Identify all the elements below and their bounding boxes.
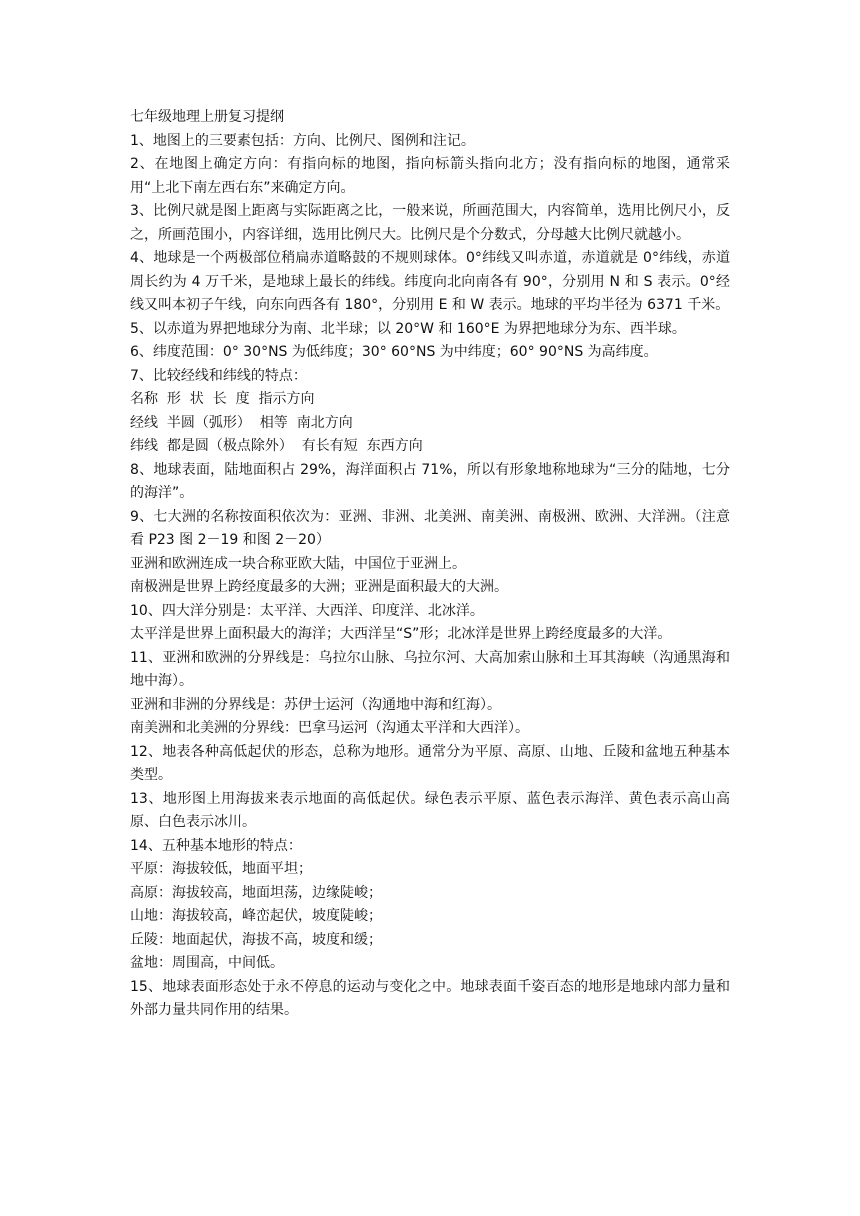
- item-1: 1、地图上的三要素包括：方向、比例尺、图例和注记。: [130, 132, 475, 149]
- comparison-row-meridian: 经线 半圆（弧形） 相等 南北方向: [130, 414, 353, 431]
- item-9-note-a: 亚洲和欧洲连成一块合称亚欧大陆，中国位于亚洲上。: [130, 555, 466, 572]
- landform-basin: 盆地：周围高，中间低。: [130, 955, 284, 971]
- item-3: 3、比例尺就是图上距离与实际距离之比，一般来说，所画范围大，内容简单，选用比例尺小，反之，所画范围小，内容详细，选用比例尺大。比例尺是个分数式，分母越大比例尺就越小。: [130, 203, 730, 243]
- item-9-note-b: 南极洲是世界上跨经度最多的大洲；亚洲是面积最大的大洲。: [130, 579, 508, 595]
- item-10: 10、四大洋分别是：太平洋、大西洋、印度洋、北冰洋。: [130, 602, 484, 619]
- item-14: 14、五种基本地形的特点：: [130, 837, 302, 854]
- landform-plateau: 高原：海拔较高，地面坦荡，边缘陡峻；: [130, 884, 382, 901]
- item-11-note-a: 亚洲和非洲的分界线是：苏伊士运河（沟通地中海和红海）。: [130, 696, 501, 713]
- item-13: 13、地形图上用海拔来表示地面的高低起伏。绿色表示平原、蓝色表示海洋、黄色表示高山高原、白色表示冰川。: [130, 790, 730, 830]
- item-9: 9、七大洲的名称按面积依次为：亚洲、非洲、北美洲、南美洲、南极洲、欧洲、大洋洲。（注意看 P23 图 2－19 和图 2－20）: [130, 508, 730, 548]
- item-8: 8、地球表面，陆地面积占 29%，海洋面积占 71%，所以有形象地称地球为“三分的陆地，七分的海洋”。: [130, 461, 730, 501]
- comparison-row-parallel: 纬线 都是圆（极点除外） 有长有短 东西方向: [130, 438, 423, 454]
- item-5: 5、以赤道为界把地球分为南、北半球；以 20°W 和 160°E 为界把地球分为东、西半球。: [130, 320, 686, 337]
- item-2: 2、在地图上确定方向：有指向标的地图，指向标箭头指向北方；没有指向标的地图，通常采用“上北下南左西右东”来确定方向。: [130, 156, 730, 196]
- document-title: 七年级地理上册复习提纲: [130, 109, 284, 125]
- item-4: 4、地球是一个两极部位稍扁赤道略鼓的不规则球体。0°纬线又叫赤道，赤道就是 0°纬线，赤道周长约为 4 万千米，是地球上最长的纬线。纬度向北向南各有 90°，分别用 N 和 S 表示。0°经线又叫本初子午线，向东向西各有 180°，分别用 E 和 W 表示。地球的平均半径为 6371 千米。: [130, 250, 730, 313]
- item-12: 12、地表各种高低起伏的形态，总称为地形。通常分为平原、高原、山地、丘陵和盆地五种基本类型。: [130, 743, 730, 783]
- item-11: 11、亚洲和欧洲的分界线是：乌拉尔山脉、乌拉尔河、大高加索山脉和土耳其海峡（沟通黑海和地中海）。: [130, 649, 730, 689]
- item-10-note: 太平洋是世界上面积最大的海洋；大西洋呈“S”形；北冰洋是世界上跨经度最多的大洋。: [130, 626, 672, 642]
- comparison-header-row: 名称 形 状 长 度 指示方向: [130, 391, 315, 407]
- item-11-note-b: 南美洲和北美洲的分界线：巴拿马运河（沟通太平洋和大西洋）。: [130, 720, 529, 736]
- landform-mountain: 山地：海拔较高，峰峦起伏，坡度陡峻；: [130, 908, 382, 924]
- item-7: 7、比较经线和纬线的特点：: [130, 367, 307, 384]
- item-15: 15、地球表面形态处于永不停息的运动与变化之中。地球表面千姿百态的地形是地球内部力量和外部力量共同作用的结果。: [130, 978, 730, 1018]
- document-page: [130, 106, 730, 1023]
- item-6: 6、纬度范围：0° 30°NS 为低纬度；30° 60°NS 为中纬度；60° 90°NS 为高纬度。: [130, 344, 658, 360]
- landform-hill: 丘陵：地面起伏，海拔不高，坡度和缓；: [130, 931, 382, 948]
- landform-plain: 平原：海拔较低，地面平坦；: [130, 861, 312, 877]
